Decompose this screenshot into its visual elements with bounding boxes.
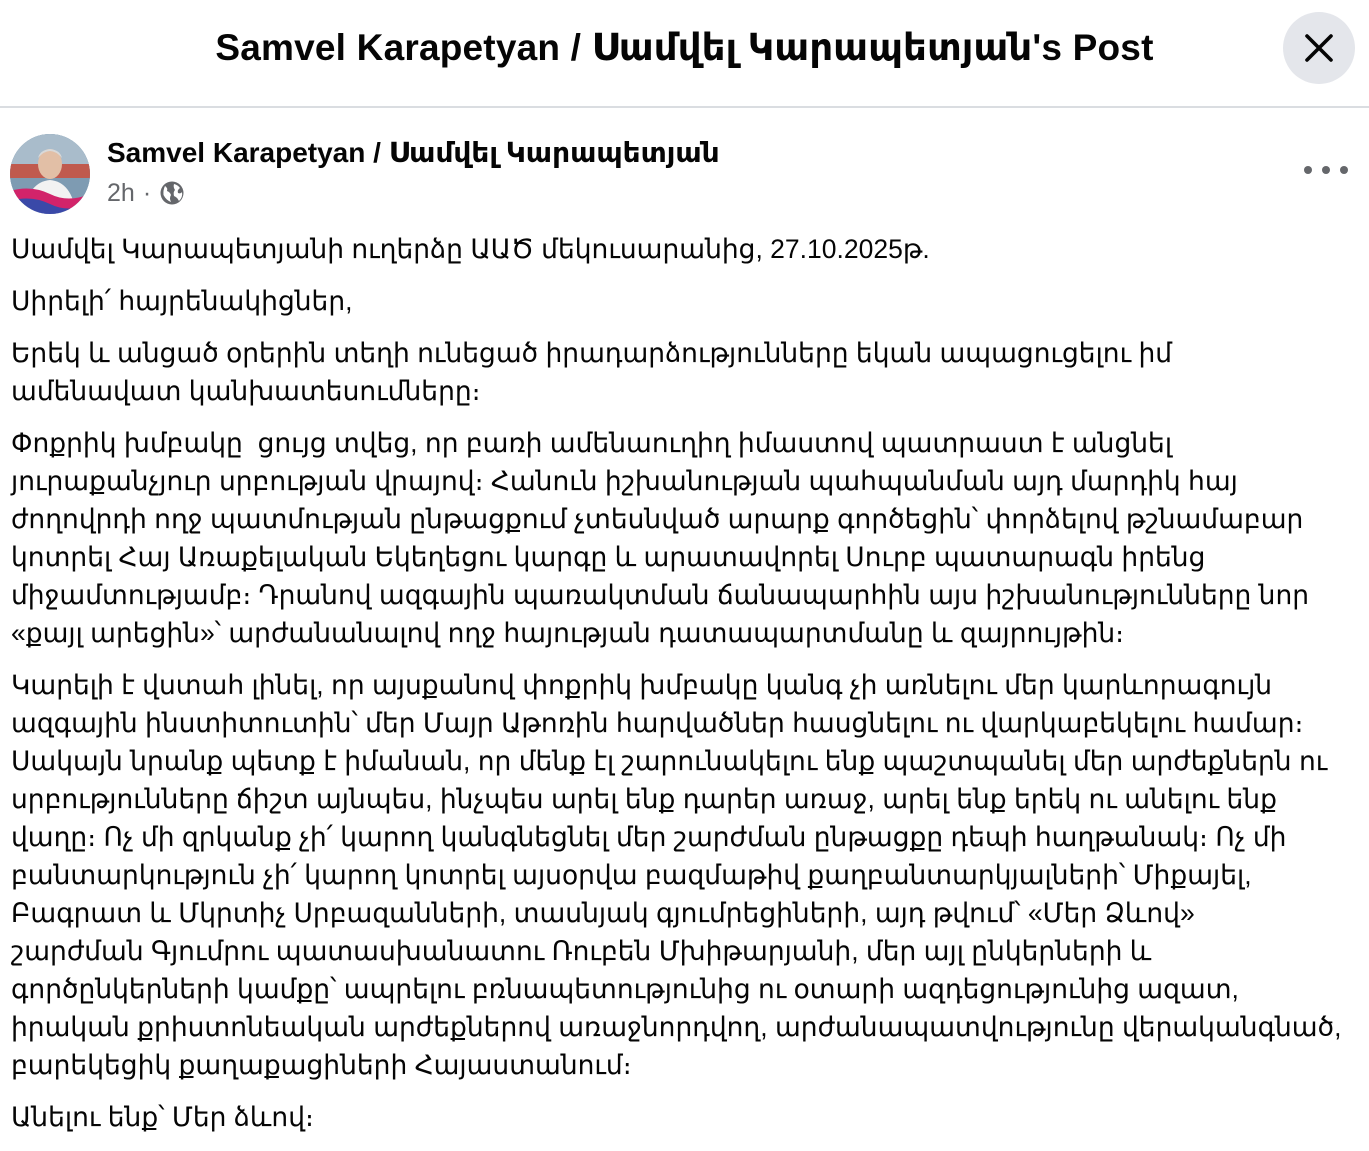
post-paragraph: Սիրելի՛ հայրենակիցներ, (11, 286, 353, 316)
avatar[interactable] (10, 134, 90, 214)
dialog-title: Samvel Karapetyan / Սամվել Կարապետյան's Post (215, 27, 1154, 68)
more-options-button[interactable] (1304, 156, 1348, 184)
post-meta (107, 178, 185, 208)
post-dialog-header (0, 0, 1369, 108)
more-horizontal-icon-dot (1340, 166, 1348, 174)
post-paragraph: Սամվել Կարապետյանի ուղերձը ԱԱԾ մեկուսարանից, 27.10.2025թ. (11, 234, 930, 264)
more-horizontal-icon (1304, 166, 1312, 174)
post-body (11, 230, 1361, 1150)
post-paragraph: Կարելի է վստահ լինել, որ այսքանով փոքրիկ խմբակը կանգ չի առնելու մեր կարևորագույն ազգային ինստիտուտին՝ մեր Մայր Աթոռին հարվածներ հասցնելու ու վարկաբեկելու համար։ Սակայն նրանք պետք է իմանան, որ մենք էլ շարունակելու ենք պաշտպանել մեր արժեքներն ու սրբությունները ճիշտ այնպես, ինչպես արել ենք դարեր առաջ, արել ենք երեկ ու անելու ենք վաղը։ Ոչ մի զրկանք չի՛ կարող կանգնեցնել մեր շարժման ընթացքը դեպի հաղթանակ։ Ոչ մի բանտարկություն չի՛ կարող կոտրել այսօրվա բազմաթիվ քաղբանտարկյալների՝ Միքայել, Բագրատ և Մկրտիչ Սրբազանների, տասնյակ գյումրեցիների, այդ թվում՝ «Մեր Ձևով» շարժման Գյումրու պատասխանատու Ռուբեն Մխիթարյանի, մեր այլ ընկերների և գործընկերների կամքը՝ ապրելու բռնապետությունից ու օտարի ազդեցությունից ազատ, իրական քրիստոնեական արժեքներով առաջնորդվող, արժանապատվությունը վերականգնած, բարեկեցիկ քաղաքացիների Հայաստանում։ (11, 670, 1342, 1080)
post-timestamp[interactable]: 2h (107, 179, 135, 207)
author-name[interactable]: Samvel Karapetyan / Սամվել Կարապետյան (107, 137, 720, 168)
more-horizontal-icon-dot (1322, 166, 1330, 174)
post-paragraph: Անելու ենք՝ Մեր ձևով։ (11, 1102, 314, 1132)
close-icon (1303, 32, 1335, 64)
post-paragraph: Փոքրիկ խմբակը ցույց տվեց, որ բառի ամենաուղիղ իմաստով պատրաստ է անցնել յուրաքանչյուր սրբության վրայով։ Հանուն իշխանության պահպանման այդ մարդիկ հայ ժողովրդի ողջ պատմության ընթացքում չտեսնված արարք գործեցին՝ փորձելով թշնամաբար կոտրել Հայ Առաքելական Եկեղեցու կարգը և արատավորել Սուրբ պատարագն իրենց միջամտությամբ։ Դրանով ազգային պառակտման ճանապարհին այս իշխանությունները նոր «քայլ արեցին»՝ արժանանալով ողջ հայության դատապարտմանը և զայրույթին։ (11, 428, 1310, 648)
post-paragraph: Երեկ և անցած օրերին տեղի ունեցած իրադարձությունները եկան ապացուցելու իմ ամենավատ կանխատեսումները։ (11, 338, 1173, 406)
globe-icon[interactable] (159, 180, 185, 206)
avatar-image (10, 134, 90, 214)
close-button[interactable] (1283, 12, 1355, 84)
meta-separator: · (142, 179, 152, 207)
